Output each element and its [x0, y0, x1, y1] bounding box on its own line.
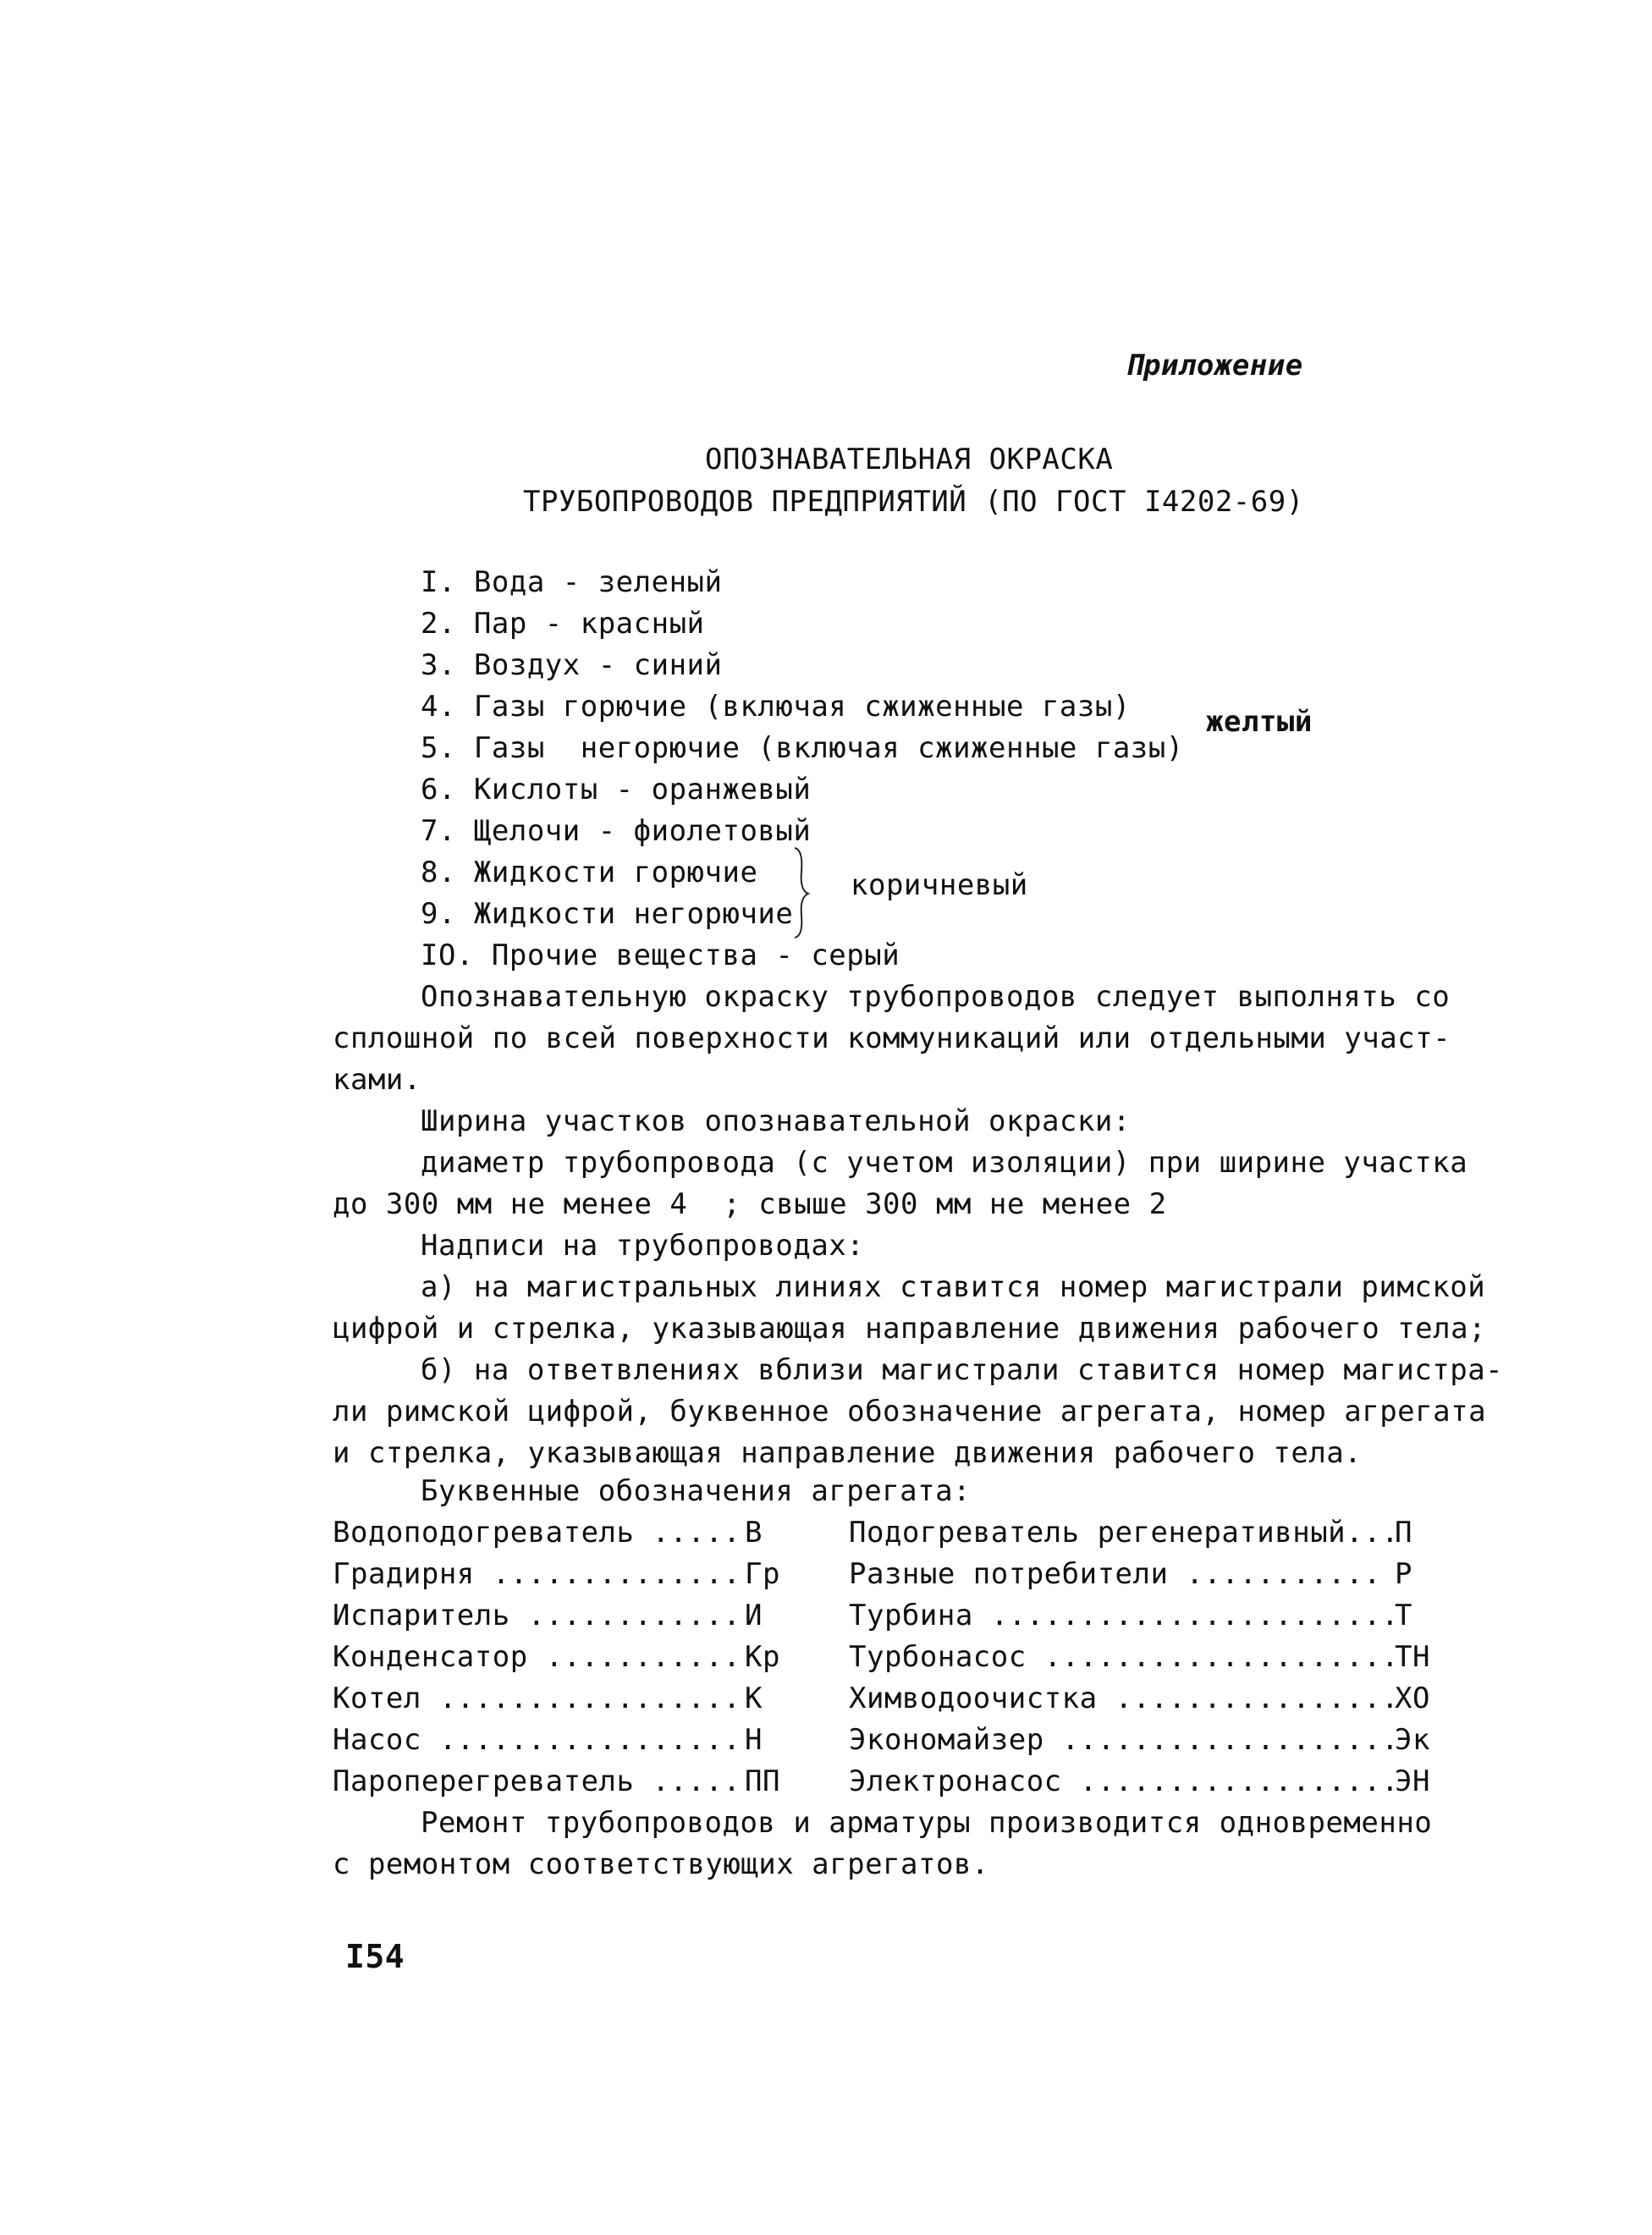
list-item: 9. Жидкости негорючие [421, 897, 794, 931]
paragraph-line: до 300 мм не менее 4 ; свыше 300 мм не менее 2 [333, 1187, 1167, 1221]
unit-code: Т [1395, 1599, 1412, 1632]
paragraph-line: цифрой и стрелка, указывающая направление движения рабочего тела; [333, 1312, 1487, 1346]
paragraph-line: б) на ответвлениях вблизи магистрали ставится номер магистра- [421, 1353, 1504, 1387]
paragraph-line: Ширина участков опознавательной окраски: [421, 1104, 1131, 1138]
page-number: I54 [345, 1938, 405, 1975]
unit-code: П [1395, 1516, 1412, 1550]
unit-code: ПП [745, 1764, 780, 1798]
unit-name: Насос ................. [333, 1723, 741, 1757]
unit-code: ТН [1395, 1640, 1430, 1674]
brace-symbol [791, 846, 810, 939]
unit-code: ЭН [1395, 1764, 1430, 1798]
list-item: I. Вода - зеленый [421, 565, 723, 599]
paragraph-line: с ремонтом соответствующих агрегатов. [333, 1847, 989, 1881]
unit-code: И [745, 1599, 763, 1632]
unit-name: Электронасос .................. [849, 1764, 1400, 1798]
unit-name: Химводоочистка ................ [849, 1682, 1400, 1715]
unit-code: ХО [1395, 1682, 1430, 1715]
appendix-label: Приложение [1126, 349, 1303, 383]
list-item: 5. Газы негорючие (включая сжиженные газы) [421, 731, 1184, 765]
list-item: 6. Кислоты - оранжевый [421, 773, 812, 806]
liquids-color-label: коричневый [851, 868, 1028, 902]
paragraph-line: сплошной по всей поверхности коммуникаций или отдельными участ- [333, 1021, 1451, 1055]
unit-name: Конденсатор ........... [333, 1640, 741, 1674]
unit-code: Р [1395, 1557, 1412, 1591]
unit-name: Испаритель ............ [333, 1599, 741, 1632]
unit-name: Турбонасос .................... [849, 1640, 1400, 1674]
paragraph-line: Ремонт трубопроводов и арматуры производится одновременно [421, 1806, 1433, 1840]
paragraph-line: а) на магистральных линиях ставится номер магистрали римской [421, 1270, 1486, 1304]
unit-name: Турбина ....................... [849, 1599, 1400, 1632]
paragraph-line: Буквенные обозначения агрегата: [421, 1474, 972, 1508]
unit-code: Кр [745, 1640, 780, 1674]
unit-code: В [745, 1516, 763, 1550]
list-item: 3. Воздух - синий [421, 648, 723, 682]
list-item: 7. Щелочи - фиолетовый [421, 814, 812, 848]
list-item: IO. Прочие вещества - серый [421, 939, 900, 972]
paragraph-line: Надписи на трубопроводах: [421, 1229, 865, 1263]
unit-name: Разные потребители ........... [849, 1557, 1382, 1591]
unit-code: Гр [745, 1557, 780, 1591]
list-item: 2. Пар - красный [421, 607, 705, 641]
gas-color-label: желтый [1206, 705, 1313, 739]
paragraph-line: и стрелка, указывающая направление движения рабочего тела. [333, 1436, 1363, 1470]
unit-name: Градирня .............. [333, 1557, 741, 1591]
unit-code: К [745, 1682, 763, 1715]
paragraph-line: ли римской цифрой, буквенное обозначение агрегата, номер агрегата [333, 1395, 1487, 1429]
unit-code: Н [745, 1723, 763, 1757]
unit-name: Котел ................. [333, 1682, 741, 1715]
unit-name: Водоподогреватель ..... [333, 1516, 741, 1550]
unit-name: Подогреватель регенеративный... [849, 1516, 1400, 1550]
unit-name: Пароперегреватель ..... [333, 1764, 741, 1798]
list-item: 8. Жидкости горючие [421, 856, 758, 889]
unit-code: Эк [1395, 1723, 1430, 1757]
paragraph-line: диаметр трубопровода (с учетом изоляции) при ширине участка [421, 1146, 1468, 1180]
list-item: 4. Газы горючие (включая сжиженные газы) [421, 690, 1131, 724]
title-line-1: ОПОЗНАВАТЕЛЬНАЯ ОКРАСКА [705, 443, 1114, 476]
paragraph-line: Опознавательную окраску трубопроводов следует выполнять со [421, 980, 1451, 1014]
paragraph-line: ками. [333, 1063, 421, 1097]
title-line-2: ТРУБОПРОВОДОВ ПРЕДПРИЯТИЙ (ПО ГОСТ I4202-69) [523, 485, 1304, 519]
unit-name: Экономайзер ................... [849, 1723, 1400, 1757]
